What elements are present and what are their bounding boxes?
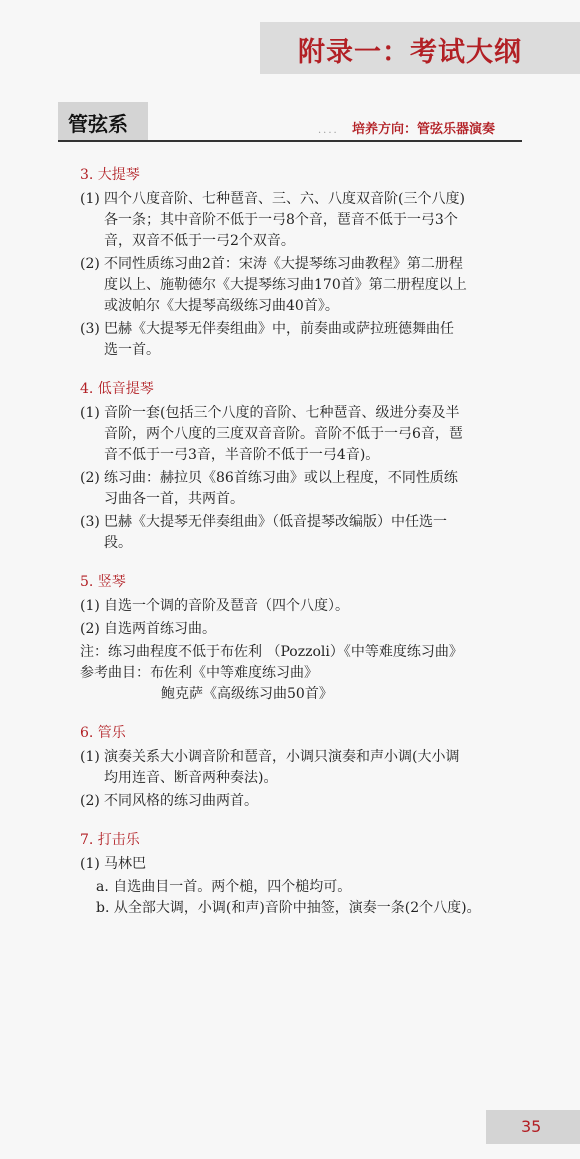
item-line: 习曲各一首，共两首。 <box>104 491 244 507</box>
item-number: (1) <box>80 191 100 207</box>
item-line: 自选两首练习曲。 <box>104 621 216 637</box>
list-item <box>80 747 550 789</box>
department-direction: 培养方向：管弦乐器演奏 <box>352 122 496 137</box>
syllabus-content <box>80 150 550 919</box>
item-line: 音阶一套(包括三个八度的音阶、七种琶音、级进分奏及半 <box>104 405 460 421</box>
list-item <box>80 189 550 252</box>
list-item <box>80 254 550 317</box>
item-number: (1) <box>80 598 100 614</box>
page-title: 附录一：考试大纲 <box>298 37 522 68</box>
item-line: 自选一个调的音阶及琶音（四个八度）。 <box>104 598 349 614</box>
list-item <box>80 596 550 617</box>
section-title: 6. 管乐 <box>80 725 126 741</box>
section-cello <box>80 165 550 361</box>
item-number: (3) <box>80 514 100 530</box>
item-number: (2) <box>80 793 100 809</box>
sub-item: b. 从全部大调，小调(和声)音阶中抽签，演奏一条(2个八度)。 <box>96 900 481 916</box>
item-line: 或波帕尔《大提琴高级练习曲40首》。 <box>104 298 339 314</box>
reference-extra: 鲍克萨《高级练习曲50首》 <box>161 686 333 702</box>
list-item <box>80 468 550 510</box>
list-item <box>80 791 550 812</box>
item-line: 各一条；其中音阶不低于一弓8个音，琶音不低于一弓3个 <box>104 212 458 228</box>
section-title: 7. 打击乐 <box>80 832 140 848</box>
item-line: 巴赫《大提琴无伴奏组曲》中，前奏曲或萨拉班德舞曲任 <box>104 321 454 337</box>
item-number: (2) <box>80 256 100 272</box>
item-line: 音阶，两个八度的三度双音音阶。音阶不低于一弓6音，琶 <box>104 426 463 442</box>
item-line: 段。 <box>104 535 132 551</box>
item-number: (1) <box>80 749 100 765</box>
list-item <box>80 854 550 875</box>
section-harp <box>80 572 550 705</box>
item-number: (1) <box>80 405 100 421</box>
item-number: (2) <box>80 621 100 637</box>
item-number: (1) <box>80 856 100 872</box>
section-title: 3. 大提琴 <box>80 167 140 183</box>
item-number: (3) <box>80 321 100 337</box>
note-text: 注：练习曲程度不低于布佐利 （Pozzoli）《中等难度练习曲》 <box>80 644 463 660</box>
item-line: 音，双音不低于一弓2个双音。 <box>104 233 295 249</box>
reference-label: 参考曲目：布佐利《中等难度练习曲》 <box>80 665 318 681</box>
item-line: 马林巴 <box>104 856 146 872</box>
item-line: 不同风格的练习曲两首。 <box>104 793 258 809</box>
section-percussion <box>80 830 550 919</box>
page-number: 35 <box>521 1117 542 1136</box>
item-line: 演奏关系大小调音阶和琶音，小调只演奏和声小调(大小调 <box>104 749 460 765</box>
list-item <box>80 512 550 554</box>
list-item <box>80 619 550 640</box>
section-title: 4. 低音提琴 <box>80 381 154 397</box>
item-line: 音不低于一弓3音，半音阶不低于一弓4音)。 <box>104 447 380 463</box>
item-line: 巴赫《大提琴无伴奏组曲》（低音提琴改编版）中任选一 <box>104 514 447 530</box>
item-line: 均用连音、断音两种奏法)。 <box>104 770 278 786</box>
item-line: 不同性质练习曲2首：宋涛《大提琴练习曲教程》第二册程 <box>104 256 463 272</box>
item-line: 练习曲：赫拉贝《86首练习曲》或以上程度，不同性质练 <box>104 470 458 486</box>
list-item <box>80 403 550 466</box>
section-title: 5. 竖琴 <box>80 574 126 590</box>
list-item <box>80 319 550 361</box>
item-line: 度以上、施勒德尔《大提琴练习曲170首》第二册程度以上 <box>104 277 467 293</box>
sub-item: a. 自选曲目一首。两个槌，四个槌均可。 <box>96 879 352 895</box>
item-line: 选一首。 <box>104 342 160 358</box>
item-number: (2) <box>80 470 100 486</box>
section-double-bass <box>80 379 550 554</box>
department-name: 管弦系 <box>68 112 128 136</box>
header-rule <box>58 140 522 142</box>
item-line: 四个八度音阶、七种琶音、三、六、八度双音阶(三个八度) <box>104 191 465 207</box>
section-winds <box>80 723 550 812</box>
department-dots: .... <box>318 125 339 136</box>
